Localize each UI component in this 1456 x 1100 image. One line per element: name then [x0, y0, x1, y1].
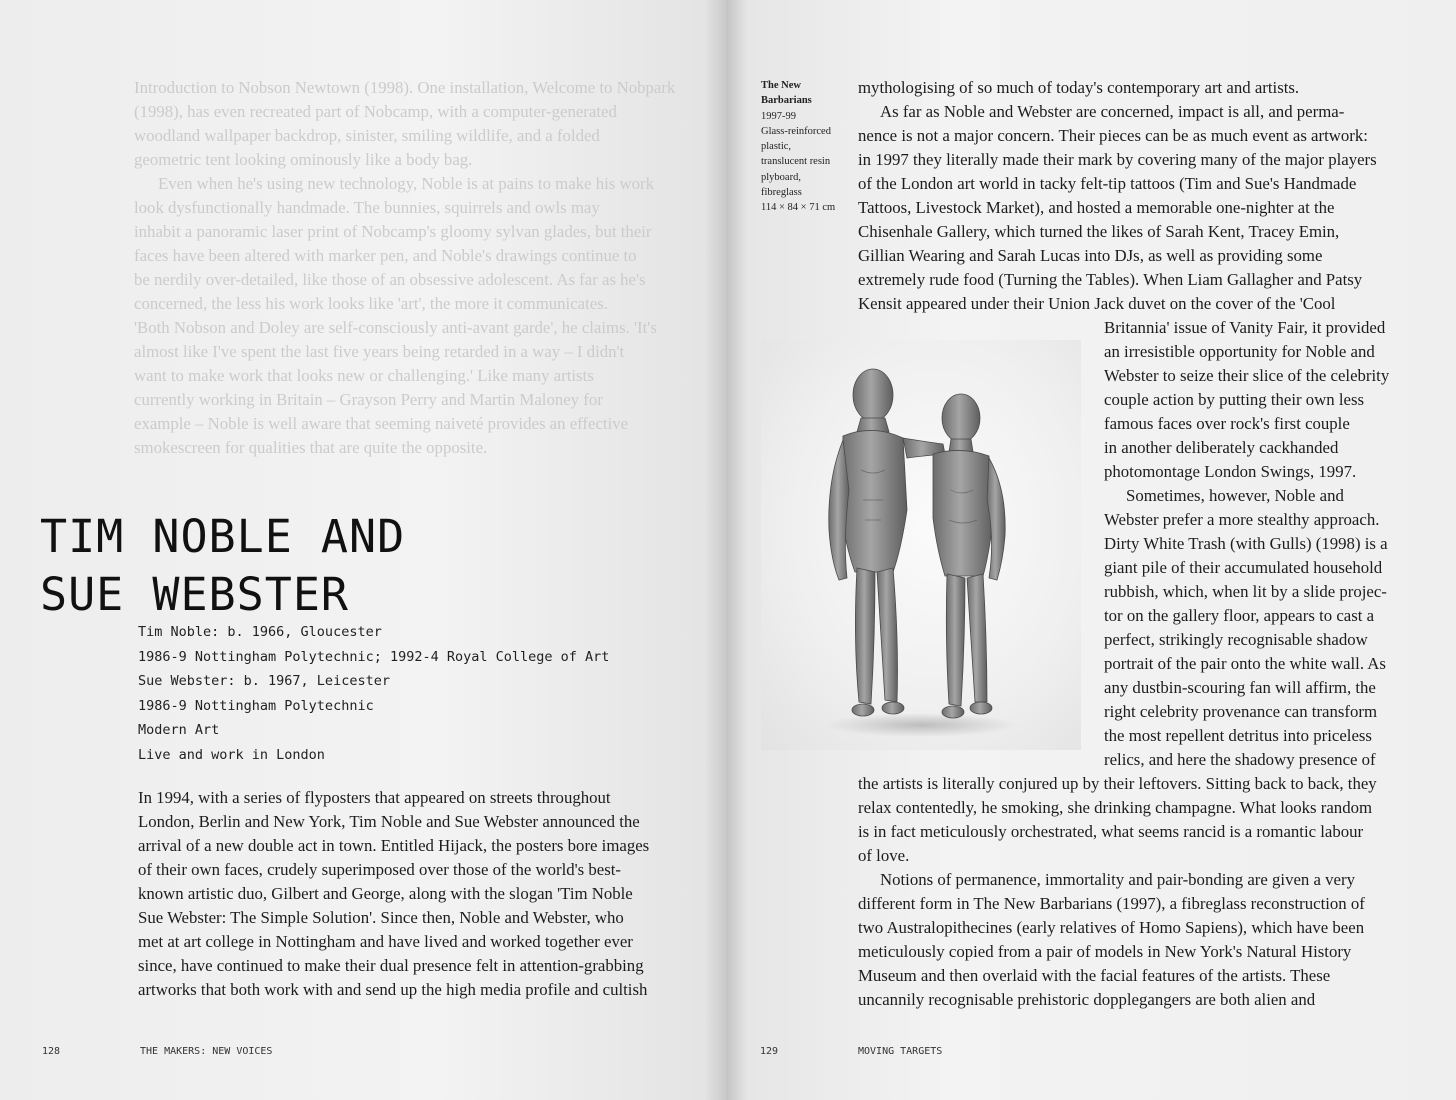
artist-bio — [138, 620, 609, 767]
bleed-line: look dysfunctionally handmade. The bunnies, squirrels and owls may — [134, 198, 600, 217]
body-line: famous faces over rock's first couple — [1104, 414, 1350, 433]
article-headline — [40, 508, 405, 624]
bleed-line: almost like I've spent the last five years being retarded in a way – I didn't — [134, 342, 625, 361]
bleed-line: 'Both Nobson and Doley are self-consciously anti-avant garde', he claims. 'It's — [134, 318, 657, 337]
body-line: tor on the gallery floor, appears to cast a — [1104, 606, 1375, 625]
sculpture-photo — [761, 340, 1081, 750]
body-line: relax contentedly, he smoking, she drinking champagne. What looks random — [858, 798, 1373, 817]
body-line: Museum and then overlaid with the facial features of the artists. These — [858, 966, 1331, 985]
body-line: uncannily recognisable prehistoric dopplegangers are both alien and — [858, 990, 1316, 1009]
body-line: giant pile of their accumulated household — [1104, 558, 1383, 577]
bio-line: Live and work in London — [138, 746, 325, 763]
body-line: of love. — [858, 846, 910, 865]
running-head-left: THE MAKERS: NEW VOICES — [140, 1046, 273, 1057]
caption-title-line: Barbarians — [761, 95, 812, 107]
body-line: Notions of permanence, immortality and pair-bonding are given a very — [880, 870, 1355, 889]
body-line: couple action by putting their own less — [1104, 390, 1365, 409]
page-number-right: 129 — [760, 1046, 779, 1057]
body-line: Britannia' issue of Vanity Fair, it provided — [1104, 318, 1386, 337]
caption-detail-line: fibreglass — [761, 187, 802, 199]
body-line: known artistic duo, Gilbert and George, along with the slogan 'Tim Noble — [138, 884, 633, 903]
headline-line: TIM NOBLE AND — [40, 510, 406, 563]
bio-line: 1986-9 Nottingham Polytechnic; 1992-4 Royal College of Art — [138, 648, 610, 665]
bio-line: 1986-9 Nottingham Polytechnic — [138, 697, 374, 714]
body-line: Sue Webster: The Simple Solution'. Since then, Noble and Webster, who — [138, 908, 624, 927]
figure-caption — [761, 78, 851, 216]
caption-detail-line: 1997-99 — [761, 110, 796, 122]
body-line: As far as Noble and Webster are concerned, impact is all, and perma- — [880, 102, 1345, 121]
body-line: Gillian Wearing and Sarah Lucas into DJs, as well as providing some — [858, 246, 1323, 265]
body-line: meticulously copied from a pair of models in New York's Natural History — [858, 942, 1352, 961]
body-line: Chisenhale Gallery, which turned the likes of Sarah Kent, Tracey Emin, — [858, 222, 1340, 241]
body-line: Webster to seize their slice of the celebrity — [1104, 366, 1390, 385]
bleed-through-text — [134, 76, 694, 460]
body-line: is in fact meticulously orchestrated, what seems rancid is a romantic labour — [858, 822, 1364, 841]
right-page — [726, 0, 1456, 1100]
caption-detail-line: Glass-reinforced — [761, 125, 831, 137]
left-page — [0, 0, 726, 1100]
body-line: met at art college in Nottingham and have lived and worked together ever — [138, 932, 633, 951]
body-line: since, have continued to make their dual presence felt in attention-grabbing — [138, 956, 644, 975]
left-body-text — [138, 786, 698, 1002]
new-barbarians-figures — [761, 340, 1081, 750]
body-line: Sometimes, however, Noble and — [1126, 486, 1344, 505]
body-line: in 1997 they literally made their mark by covering many of the major players — [858, 150, 1377, 169]
body-line: arrival of a new double act in town. Entitled Hijack, the posters bore images — [138, 836, 650, 855]
right-top-block — [858, 76, 1418, 316]
body-line: relics, and here the shadowy presence of — [1104, 750, 1376, 769]
bleed-line: currently working in Britain – Grayson Perry and Martin Maloney for — [134, 390, 603, 409]
body-line: the most repellent detritus into priceless — [1104, 726, 1372, 745]
body-line: right celebrity provenance can transform — [1104, 702, 1378, 721]
bio-line: Sue Webster: b. 1967, Leicester — [138, 673, 390, 689]
running-head-right: MOVING TARGETS — [858, 1046, 943, 1057]
caption-detail-line: translucent resin — [761, 156, 831, 168]
body-line: two Australopithecines (early relatives of Homo Sapiens), which have been — [858, 918, 1365, 937]
caption-title-line: The New — [761, 80, 801, 91]
bio-line: Modern Art — [138, 722, 220, 738]
body-line: artworks that both work with and send up the high media profile and cultish — [138, 980, 648, 999]
caption-detail-line: plastic, — [761, 141, 792, 153]
right-bottom-block — [858, 772, 1428, 1012]
bleed-line: be nerdily over-detailed, like those of an obsessive adolescent. As far as he's — [134, 270, 646, 289]
body-line: of the London art world in tacky felt-tip tattoos (Tim and Sue's Handmade — [858, 174, 1357, 193]
bleed-line: faces have been altered with marker pen, and Noble's drawings continue to — [134, 246, 637, 265]
page-number-left: 128 — [42, 1046, 61, 1057]
bleed-line: want to make work that looks new or challenging.' Like many artists — [134, 366, 594, 385]
headline-line: SUE WEBSTER — [40, 568, 350, 621]
body-line: nence is not a major concern. Their pieces can be as much event as artwork: — [858, 126, 1368, 145]
bio-line: Tim Noble: b. 1966, Gloucester — [138, 624, 382, 640]
right-wrap-block — [1104, 316, 1434, 772]
bleed-line: Even when he's using new technology, Noble is at pains to make his work — [158, 174, 654, 193]
bleed-line: (1998), has even recreated part of Nobcamp, with a computer-generated — [134, 102, 617, 121]
bleed-line: example – Noble is well aware that seeming naiveté provides an effective — [134, 414, 629, 433]
body-line: different form in The New Barbarians (1997), a fibreglass reconstruction of — [858, 894, 1365, 913]
bleed-line: Introduction to Nobson Newtown (1998). One installation, Welcome to Nobpark — [134, 78, 676, 97]
body-line: In 1994, with a series of flyposters that appeared on streets throughout — [138, 788, 611, 807]
body-line: the artists is literally conjured up by their leftovers. Sitting back to back, they — [858, 774, 1377, 793]
body-line: portrait of the pair onto the white wall. As — [1104, 654, 1386, 673]
body-line: extremely rude food (Turning the Tables). When Liam Gallagher and Patsy — [858, 270, 1363, 289]
body-line: photomontage London Swings, 1997. — [1104, 462, 1357, 481]
bleed-line: woodland wallpaper backdrop, sinister, smiling wildlife, and a folded — [134, 126, 600, 145]
body-line: rubbish, which, when lit by a slide projec- — [1104, 582, 1387, 601]
body-line: an irresistible opportunity for Noble and — [1104, 342, 1375, 361]
body-line: mythologising of so much of today's contemporary art and artists. — [858, 78, 1300, 97]
body-line: Dirty White Trash (with Gulls) (1998) is a — [1104, 534, 1388, 553]
body-line: perfect, strikingly recognisable shadow — [1104, 630, 1368, 649]
caption-detail-line: 114 × 84 × 71 cm — [761, 202, 836, 214]
body-line: Webster prefer a more stealthy approach. — [1104, 510, 1380, 529]
body-line: Kensit appeared under their Union Jack duvet on the cover of the 'Cool — [858, 294, 1336, 313]
body-line: London, Berlin and New York, Tim Noble and Sue Webster announced the — [138, 812, 640, 831]
bleed-line: geometric tent looking ominously like a body bag. — [134, 150, 473, 169]
body-line: Tattoos, Livestock Market), and hosted a memorable one-nighter at the — [858, 198, 1335, 217]
caption-detail-line: plyboard, — [761, 171, 801, 183]
bleed-line: inhabit a panoramic laser print of Nobcamp's gloomy sylvan glades, but their — [134, 222, 652, 241]
body-line: any dustbin-scouring fan will affirm, the — [1104, 678, 1376, 697]
body-line: in another deliberately cackhanded — [1104, 438, 1339, 457]
bleed-line: concerned, the less his work looks like 'art', the more it communicates. — [134, 294, 608, 313]
body-line: of their own faces, crudely superimposed over those of the world's best- — [138, 860, 622, 879]
bleed-line: smokescreen for qualities that are quite the opposite. — [134, 438, 488, 457]
